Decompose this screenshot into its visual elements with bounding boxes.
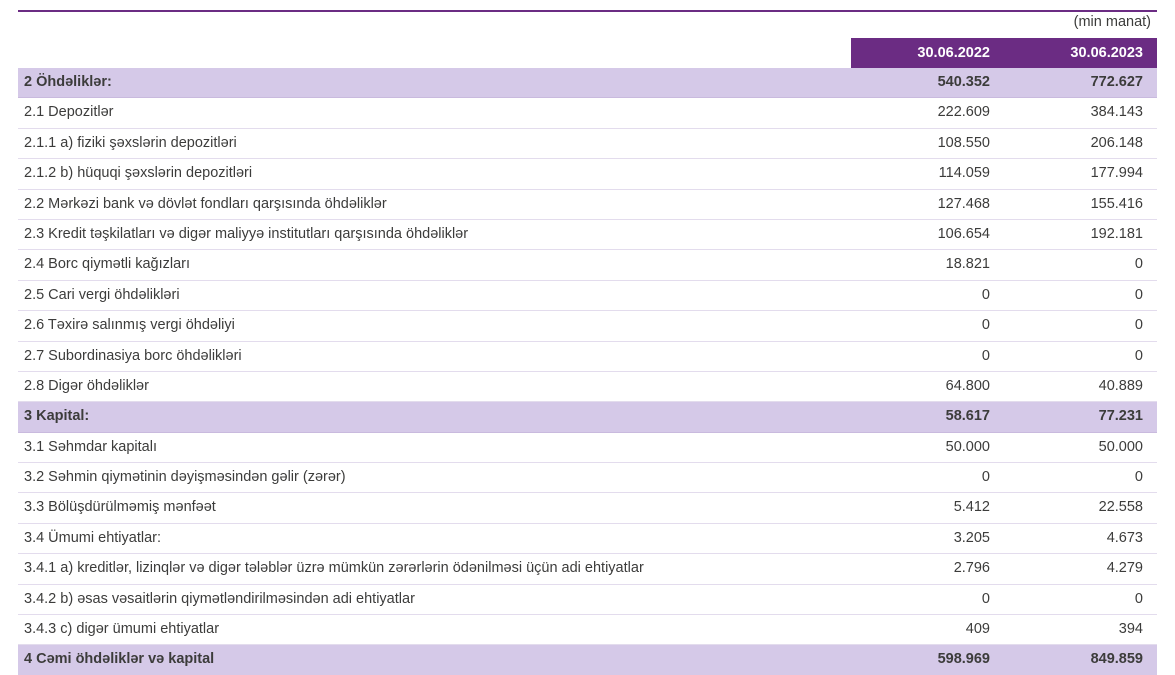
row-value-2022: 106.654 [851,219,1004,249]
row-label: 2.6 Təxirə salınmış vergi öhdəliyi [18,311,851,341]
row-value-2023: 384.143 [1004,98,1157,128]
row-value-2022: 127.468 [851,189,1004,219]
row-label: 2.1.1 a) fiziki şəxslərin depozitləri [18,128,851,158]
row-label: 3.4.1 a) kreditlər, lizinqlər və digər tələblər üzrə mümkün zərərlərin ödənilməsi üçün adi ehtiyatlar [18,554,851,584]
row-value-2023: 4.673 [1004,523,1157,553]
column-header-2023: 30.06.2023 [1004,38,1157,68]
row-value-2023: 0 [1004,584,1157,614]
row-value-2022: 598.969 [851,645,1004,675]
table-row [18,219,1157,249]
row-value-2022: 2.796 [851,554,1004,584]
row-value-2023: 192.181 [1004,219,1157,249]
row-value-2022: 114.059 [851,159,1004,189]
table-body [18,68,1157,675]
row-value-2022: 64.800 [851,371,1004,401]
row-value-2023: 0 [1004,280,1157,310]
row-value-2023: 22.558 [1004,493,1157,523]
column-header-label [18,38,851,68]
row-label: 3.4 Ümumi ehtiyatlar: [18,523,851,553]
row-label: 2.2 Mərkəzi bank və dövlət fondları qarşısında öhdəliklər [18,189,851,219]
row-value-2022: 0 [851,463,1004,493]
column-header-2022: 30.06.2022 [851,38,1004,68]
row-label: 2.3 Kredit təşkilatları və digər maliyyə institutları qarşısında öhdəliklər [18,219,851,249]
row-value-2023: 0 [1004,341,1157,371]
row-value-2023: 155.416 [1004,189,1157,219]
row-label: 3.3 Bölüşdürülməmiş mənfəət [18,493,851,523]
table-row [18,463,1157,493]
table-header [18,38,1157,68]
row-value-2023: 50.000 [1004,432,1157,462]
row-value-2023: 0 [1004,463,1157,493]
table-row [18,554,1157,584]
table-row [18,493,1157,523]
row-value-2022: 5.412 [851,493,1004,523]
row-value-2023: 77.231 [1004,402,1157,432]
row-value-2022: 409 [851,615,1004,645]
table-row [18,68,1157,98]
row-label: 3.4.2 b) əsas vəsaitlərin qiymətləndirilməsindən adi ehtiyatlar [18,584,851,614]
row-value-2022: 18.821 [851,250,1004,280]
table-row [18,371,1157,401]
table-row [18,159,1157,189]
row-value-2023: 4.279 [1004,554,1157,584]
row-label: 3.1 Səhmdar kapitalı [18,432,851,462]
row-value-2023: 772.627 [1004,68,1157,98]
row-label: 3.4.3 c) digər ümumi ehtiyatlar [18,615,851,645]
liabilities-and-capital-table [18,38,1157,675]
row-label: 3.2 Səhmin qiymətinin dəyişməsindən gəlir (zərər) [18,463,851,493]
table-row [18,98,1157,128]
unit-note: (min manat) [1073,14,1151,30]
row-value-2023: 0 [1004,311,1157,341]
table-row [18,128,1157,158]
table-row [18,645,1157,675]
table-row [18,280,1157,310]
row-label: 2 Öhdəliklər: [18,68,851,98]
row-value-2022: 58.617 [851,402,1004,432]
row-value-2023: 849.859 [1004,645,1157,675]
row-label: 2.7 Subordinasiya borc öhdəlikləri [18,341,851,371]
table-row [18,250,1157,280]
row-value-2023: 40.889 [1004,371,1157,401]
row-value-2022: 3.205 [851,523,1004,553]
row-value-2022: 108.550 [851,128,1004,158]
table-row [18,189,1157,219]
row-label: 2.1.2 b) hüquqi şəxslərin depozitləri [18,159,851,189]
row-label: 3 Kapital: [18,402,851,432]
table-row [18,402,1157,432]
table-row [18,341,1157,371]
unit-note-row [18,0,1157,38]
row-value-2022: 222.609 [851,98,1004,128]
row-label: 2.5 Cari vergi öhdəlikləri [18,280,851,310]
row-value-2023: 206.148 [1004,128,1157,158]
row-value-2022: 0 [851,341,1004,371]
row-label: 2.4 Borc qiymətli kağızları [18,250,851,280]
row-value-2023: 394 [1004,615,1157,645]
row-value-2022: 50.000 [851,432,1004,462]
table-row [18,523,1157,553]
table-row [18,432,1157,462]
row-value-2022: 0 [851,584,1004,614]
row-value-2022: 540.352 [851,68,1004,98]
row-label: 2.8 Digər öhdəliklər [18,371,851,401]
row-value-2022: 0 [851,311,1004,341]
table-row [18,615,1157,645]
row-value-2023: 177.994 [1004,159,1157,189]
table-header-row [18,38,1157,68]
row-value-2023: 0 [1004,250,1157,280]
row-label: 2.1 Depozitlər [18,98,851,128]
table-row [18,311,1157,341]
row-value-2022: 0 [851,280,1004,310]
row-label: 4 Cəmi öhdəliklər və kapital [18,645,851,675]
top-divider [18,10,1157,12]
